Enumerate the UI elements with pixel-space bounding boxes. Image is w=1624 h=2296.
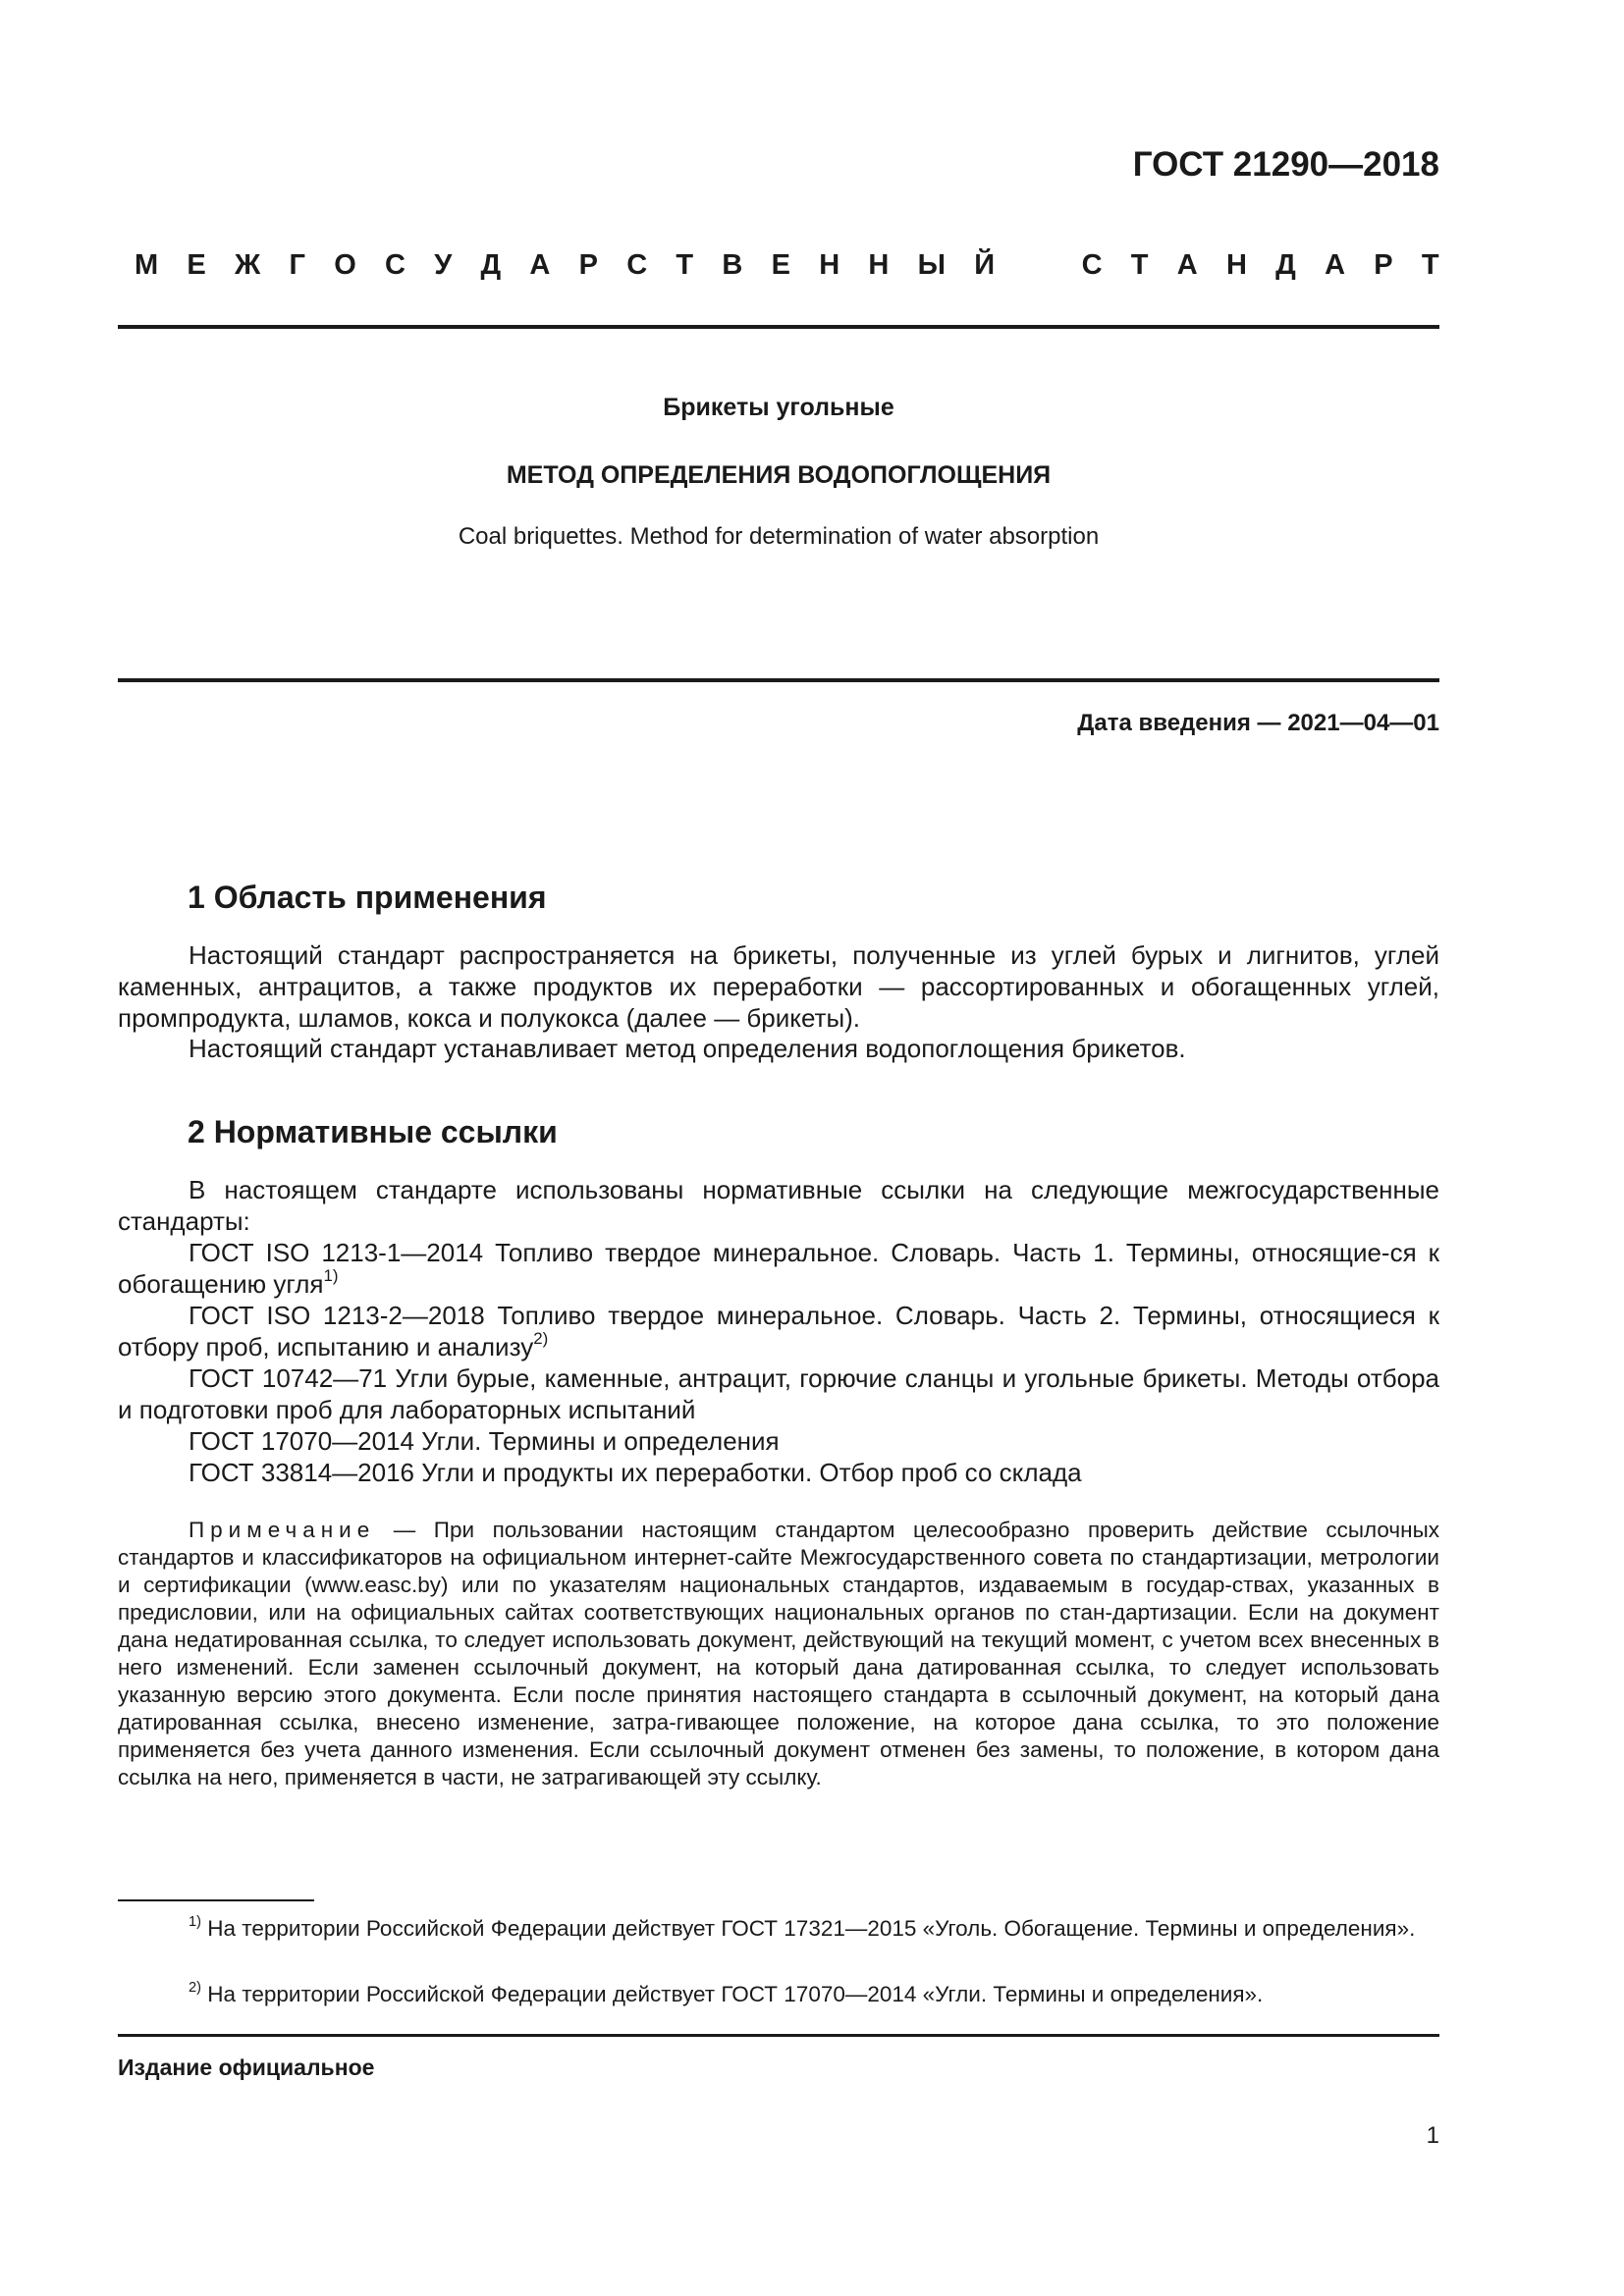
footnote-paragraph (118, 1914, 1439, 1944)
reference-item (118, 1457, 1439, 1488)
banner-letter: Е (771, 249, 790, 281)
section-1-heading: 1 Область применения (188, 880, 547, 915)
banner-letter: Р (578, 249, 598, 281)
banner-letter: С (626, 249, 648, 281)
banner-letter: А (1325, 249, 1346, 281)
header-divider (118, 325, 1439, 329)
banner-letter: Н (819, 249, 840, 281)
document-subtitle: МЕТОД ОПРЕДЕЛЕНИЯ ВОДОПОГЛОЩЕНИЯ (506, 461, 1052, 489)
reference-text: ГОСТ 33814—2016 Угли и продукты их переработки. Отбор проб со склада (189, 1458, 1082, 1487)
banner-letter: А (1176, 249, 1198, 281)
page-number: 1 (1426, 2122, 1439, 2149)
banner-letter: Й (974, 249, 996, 281)
footnote-2 (118, 1980, 1439, 2009)
footer-divider (118, 2034, 1439, 2037)
footnote-marker: 1) (323, 1266, 339, 1286)
footnote-text: На территории Российской Федерации действует ГОСТ 17321—2015 «Уголь. Обогащение. Термины и определения». (207, 1916, 1416, 1941)
reference-item (118, 1237, 1439, 1300)
banner-letter: Ж (235, 249, 261, 281)
note-label: Примечание (189, 1518, 376, 1542)
banner-letter: Г (289, 249, 305, 281)
reference-text: ГОСТ ISO 1213-1—2014 Топливо твердое минеральное. Словарь. Часть 1. Термины, относящие-ся к обогащению угля (118, 1238, 1439, 1299)
banner-letter: С (385, 249, 406, 281)
english-title: Coal briquettes. Method for determination of water absorption (458, 523, 1100, 550)
banner-letter: М (135, 249, 159, 281)
section-1-paragraph-2 (118, 1033, 1439, 1064)
banner-letter: Н (1225, 249, 1247, 281)
banner-letter: С (1081, 249, 1103, 281)
interstate-standard-banner (135, 249, 1439, 282)
paragraph-text: Настоящий стандарт распространяется на брикеты, полученные из углей бурых и лигнитов, углей каменных, антрацитов, а также продуктов их переработки — рассортированных и обогащенных углей, промпродукта, шламов, кокса и полукокса (далее — брикеты). (118, 940, 1439, 1033)
banner-letter: Н (868, 249, 890, 281)
banner-letter: Т (1130, 249, 1149, 281)
banner-letter: Д (480, 249, 502, 281)
banner-letter: А (529, 249, 551, 281)
section-2-heading: 2 Нормативные ссылки (188, 1114, 558, 1149)
title-divider (118, 678, 1439, 682)
banner-letter: Е (187, 249, 206, 281)
footnote-1 (118, 1914, 1439, 1944)
banner-letter: О (334, 249, 356, 281)
standard-code: ГОСТ 21290—2018 (1132, 145, 1439, 184)
section-2-intro: В настоящем стандарте использованы нормативные ссылки на следующие межгосударственные стандарты: (118, 1175, 1439, 1236)
footnote-marker: 2) (533, 1329, 549, 1349)
paragraph-text: Настоящий стандарт устанавливает метод определения водопоглощения брикетов. (189, 1034, 1186, 1063)
banner-word-gap (1023, 249, 1053, 282)
reference-note (118, 1517, 1439, 1791)
reference-text: ГОСТ ISO 1213-2—2018 Топливо твердое минеральное. Словарь. Часть 2. Термины, относящиеся к отбору проб, испытанию и анализу (118, 1301, 1439, 1362)
banner-letter: Д (1275, 249, 1296, 281)
section-2-body (118, 1174, 1439, 1488)
note-paragraph (118, 1517, 1439, 1791)
reference-item (118, 1300, 1439, 1362)
reference-text: ГОСТ 17070—2014 Угли. Термины и определения (189, 1426, 780, 1456)
introduction-date: Дата введения — 2021—04—01 (1077, 710, 1439, 736)
banner-letter: Р (1374, 249, 1393, 281)
reference-item (118, 1362, 1439, 1425)
reference-text: ГОСТ 10742—71 Угли бурые, каменные, антрацит, горючие сланцы и угольные брикеты. Методы отбора и подготовки проб для лабораторных испытаний (118, 1363, 1439, 1424)
banner-letter: В (722, 249, 743, 281)
banner-letter: Ы (917, 249, 946, 281)
footnote-mark: 1) (189, 1913, 201, 1930)
footnote-divider (118, 1899, 314, 1901)
section-1-paragraph-1 (118, 939, 1439, 1034)
banner-letter: У (434, 249, 453, 281)
footnote-paragraph (118, 1980, 1439, 2009)
note-text: — При пользовании настоящим стандартом целесообразно проверить действие ссылочных стандартов и классификаторов на официальном интернет-сайте Межгосударственного совета по стандартизации, метрологии и сертификации (www.easc.by) или по указателям национальных стандартов, издаваемым в государ-ствах, указанных в предисловии, или на официальных сайтах соответствующих национальных органов по стан-дартизации. Если на документ дана недатированная ссылка, то следует использовать документ, действующий на текущий момент, с учетом всех внесенных в него изменений. Если заменен ссылочный документ, на который дана датированная ссылка, то следует использовать указанную версию этого документа. Если после принятия настоящего стандарта в ссылочный документ, на который дана датированная ссылка, внесено изменение, затра-гивающее положение, на которое дана ссылка, то это положение применяется без учета данного изменения. Если ссылочный документ отменен без замены, то положение, в котором дана ссылка на него, применяется в части, не затрагивающей эту ссылку. (118, 1518, 1439, 1789)
official-edition-label: Издание официальное (118, 2055, 375, 2080)
reference-item (118, 1425, 1439, 1457)
document-title: Брикеты угольные (663, 394, 894, 421)
footnote-text: На территории Российской Федерации действует ГОСТ 17070—2014 «Угли. Термины и определения». (207, 1982, 1264, 2006)
banner-letter: Т (1421, 249, 1439, 281)
footnote-mark: 2) (189, 1979, 201, 1996)
banner-letter: Т (676, 249, 694, 281)
